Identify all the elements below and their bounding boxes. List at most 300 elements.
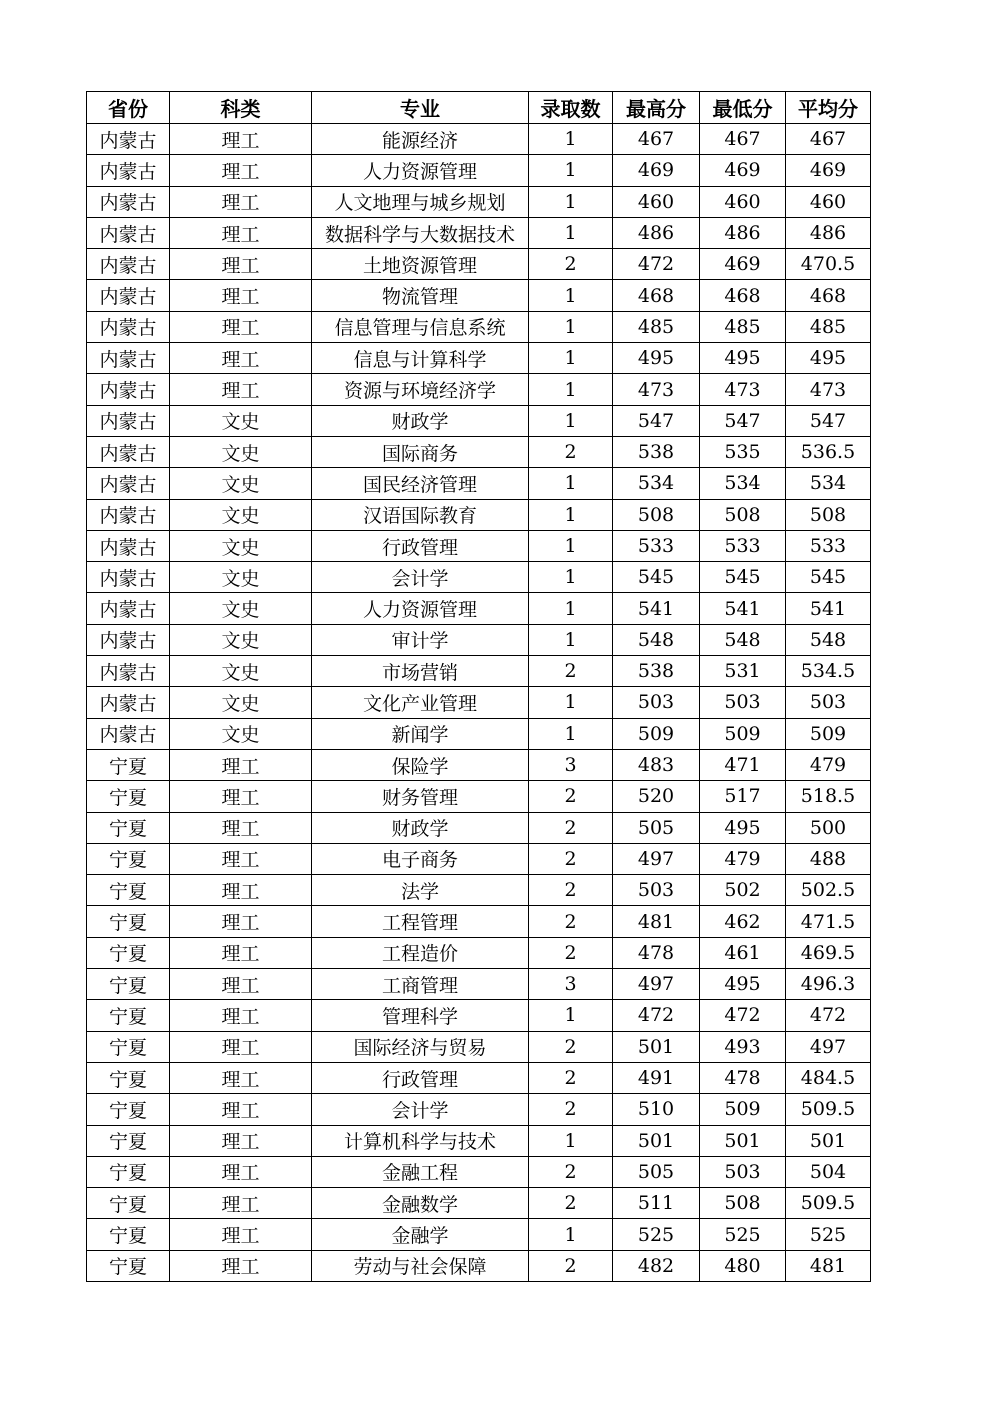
cell-avg-score: 509 [786, 718, 871, 749]
table-row [87, 436, 871, 467]
cell-min-score: 508 [700, 1188, 786, 1219]
cell-max-score: 505 [613, 1156, 700, 1187]
cell-admitted-count: 2 [529, 656, 613, 687]
cell-avg-score: 509.5 [786, 1094, 871, 1125]
cell-major: 工程管理 [312, 906, 529, 937]
cell-major: 财政学 [312, 405, 529, 436]
header-admitted-count: 录取数 [529, 92, 613, 124]
table-row [87, 843, 871, 874]
cell-province: 宁夏 [87, 937, 170, 968]
cell-min-score: 479 [700, 843, 786, 874]
cell-avg-score: 541 [786, 593, 871, 624]
cell-province: 内蒙古 [87, 499, 170, 530]
cell-admitted-count: 1 [529, 217, 613, 248]
cell-avg-score: 470.5 [786, 249, 871, 280]
cell-avg-score: 467 [786, 124, 871, 155]
cell-max-score: 460 [613, 186, 700, 217]
header-category: 科类 [170, 92, 312, 124]
cell-avg-score: 484.5 [786, 1062, 871, 1093]
cell-major: 金融数学 [312, 1188, 529, 1219]
cell-major: 人文地理与城乡规划 [312, 186, 529, 217]
cell-avg-score: 460 [786, 186, 871, 217]
cell-admitted-count: 3 [529, 749, 613, 780]
cell-min-score: 495 [700, 812, 786, 843]
cell-province: 内蒙古 [87, 562, 170, 593]
cell-province: 内蒙古 [87, 311, 170, 342]
cell-max-score: 534 [613, 468, 700, 499]
cell-min-score: 486 [700, 217, 786, 248]
cell-min-score: 525 [700, 1219, 786, 1250]
cell-category: 理工 [170, 1094, 312, 1125]
cell-avg-score: 547 [786, 405, 871, 436]
cell-admitted-count: 1 [529, 687, 613, 718]
cell-max-score: 520 [613, 781, 700, 812]
cell-category: 理工 [170, 374, 312, 405]
cell-avg-score: 508 [786, 499, 871, 530]
table-body [87, 124, 871, 1282]
cell-category: 理工 [170, 781, 312, 812]
table-row [87, 718, 871, 749]
cell-major: 国际经济与贸易 [312, 1031, 529, 1062]
cell-province: 宁夏 [87, 906, 170, 937]
cell-category: 理工 [170, 343, 312, 374]
cell-province: 内蒙古 [87, 374, 170, 405]
cell-max-score: 501 [613, 1031, 700, 1062]
cell-category: 理工 [170, 155, 312, 186]
cell-major: 会计学 [312, 562, 529, 593]
admission-scores-table [86, 91, 871, 1282]
cell-admitted-count: 1 [529, 624, 613, 655]
cell-admitted-count: 2 [529, 249, 613, 280]
cell-category: 文史 [170, 624, 312, 655]
cell-province: 内蒙古 [87, 624, 170, 655]
cell-avg-score: 502.5 [786, 875, 871, 906]
cell-category: 文史 [170, 530, 312, 561]
table-row [87, 530, 871, 561]
cell-admitted-count: 1 [529, 718, 613, 749]
cell-admitted-count: 1 [529, 499, 613, 530]
cell-major: 国民经济管理 [312, 468, 529, 499]
cell-category: 文史 [170, 405, 312, 436]
cell-avg-score: 500 [786, 812, 871, 843]
cell-category: 文史 [170, 562, 312, 593]
cell-category: 理工 [170, 843, 312, 874]
cell-max-score: 468 [613, 280, 700, 311]
table-row [87, 749, 871, 780]
cell-admitted-count: 2 [529, 781, 613, 812]
cell-province: 宁夏 [87, 1094, 170, 1125]
cell-province: 宁夏 [87, 781, 170, 812]
cell-min-score: 461 [700, 937, 786, 968]
cell-min-score: 460 [700, 186, 786, 217]
cell-province: 宁夏 [87, 1250, 170, 1281]
cell-max-score: 503 [613, 687, 700, 718]
cell-major: 信息管理与信息系统 [312, 311, 529, 342]
cell-major: 物流管理 [312, 280, 529, 311]
cell-category: 理工 [170, 749, 312, 780]
table-row [87, 468, 871, 499]
cell-category: 理工 [170, 1250, 312, 1281]
cell-min-score: 485 [700, 311, 786, 342]
cell-category: 理工 [170, 249, 312, 280]
cell-min-score: 541 [700, 593, 786, 624]
cell-province: 内蒙古 [87, 155, 170, 186]
cell-province: 内蒙古 [87, 687, 170, 718]
cell-min-score: 480 [700, 1250, 786, 1281]
cell-max-score: 525 [613, 1219, 700, 1250]
cell-major: 信息与计算科学 [312, 343, 529, 374]
cell-admitted-count: 3 [529, 969, 613, 1000]
table-row [87, 1094, 871, 1125]
cell-province: 宁夏 [87, 969, 170, 1000]
cell-province: 内蒙古 [87, 124, 170, 155]
table-row [87, 687, 871, 718]
cell-max-score: 469 [613, 155, 700, 186]
cell-province: 内蒙古 [87, 280, 170, 311]
cell-avg-score: 471.5 [786, 906, 871, 937]
cell-max-score: 533 [613, 530, 700, 561]
cell-avg-score: 534 [786, 468, 871, 499]
header-max-score: 最高分 [613, 92, 700, 124]
table-row [87, 1062, 871, 1093]
table-row [87, 1031, 871, 1062]
cell-min-score: 508 [700, 499, 786, 530]
cell-province: 内蒙古 [87, 436, 170, 467]
cell-admitted-count: 1 [529, 405, 613, 436]
cell-avg-score: 504 [786, 1156, 871, 1187]
cell-avg-score: 536.5 [786, 436, 871, 467]
cell-min-score: 469 [700, 249, 786, 280]
cell-admitted-count: 2 [529, 1094, 613, 1125]
table-row [87, 969, 871, 1000]
table-row [87, 812, 871, 843]
cell-admitted-count: 1 [529, 1219, 613, 1250]
cell-avg-score: 534.5 [786, 656, 871, 687]
cell-major: 劳动与社会保障 [312, 1250, 529, 1281]
table-row [87, 374, 871, 405]
cell-min-score: 545 [700, 562, 786, 593]
cell-admitted-count: 1 [529, 343, 613, 374]
cell-admitted-count: 2 [529, 843, 613, 874]
cell-min-score: 501 [700, 1125, 786, 1156]
cell-province: 宁夏 [87, 1188, 170, 1219]
table-row [87, 217, 871, 248]
cell-major: 保险学 [312, 749, 529, 780]
cell-max-score: 538 [613, 436, 700, 467]
cell-major: 能源经济 [312, 124, 529, 155]
cell-max-score: 505 [613, 812, 700, 843]
cell-max-score: 483 [613, 749, 700, 780]
cell-major: 人力资源管理 [312, 155, 529, 186]
cell-major: 行政管理 [312, 1062, 529, 1093]
cell-province: 宁夏 [87, 843, 170, 874]
cell-major: 金融学 [312, 1219, 529, 1250]
cell-province: 内蒙古 [87, 593, 170, 624]
cell-max-score: 547 [613, 405, 700, 436]
cell-province: 宁夏 [87, 1125, 170, 1156]
table-row [87, 1188, 871, 1219]
cell-admitted-count: 2 [529, 1250, 613, 1281]
cell-admitted-count: 2 [529, 937, 613, 968]
cell-province: 内蒙古 [87, 656, 170, 687]
cell-avg-score: 468 [786, 280, 871, 311]
cell-min-score: 468 [700, 280, 786, 311]
cell-avg-score: 509.5 [786, 1188, 871, 1219]
cell-admitted-count: 1 [529, 1000, 613, 1031]
cell-category: 理工 [170, 875, 312, 906]
cell-avg-score: 497 [786, 1031, 871, 1062]
table-row [87, 280, 871, 311]
cell-min-score: 533 [700, 530, 786, 561]
table-row [87, 562, 871, 593]
cell-max-score: 486 [613, 217, 700, 248]
cell-category: 文史 [170, 718, 312, 749]
cell-category: 文史 [170, 656, 312, 687]
cell-min-score: 472 [700, 1000, 786, 1031]
table-row [87, 1156, 871, 1187]
cell-major: 人力资源管理 [312, 593, 529, 624]
cell-major: 财务管理 [312, 781, 529, 812]
cell-category: 文史 [170, 593, 312, 624]
cell-min-score: 462 [700, 906, 786, 937]
cell-avg-score: 486 [786, 217, 871, 248]
cell-avg-score: 503 [786, 687, 871, 718]
cell-min-score: 469 [700, 155, 786, 186]
cell-max-score: 508 [613, 499, 700, 530]
cell-avg-score: 533 [786, 530, 871, 561]
cell-province: 内蒙古 [87, 217, 170, 248]
cell-major: 工程造价 [312, 937, 529, 968]
cell-min-score: 478 [700, 1062, 786, 1093]
cell-admitted-count: 1 [529, 593, 613, 624]
cell-admitted-count: 2 [529, 812, 613, 843]
cell-province: 内蒙古 [87, 249, 170, 280]
cell-major: 金融工程 [312, 1156, 529, 1187]
table-header-row [87, 92, 871, 124]
cell-province: 宁夏 [87, 1000, 170, 1031]
cell-max-score: 472 [613, 1000, 700, 1031]
cell-admitted-count: 1 [529, 1125, 613, 1156]
cell-province: 内蒙古 [87, 186, 170, 217]
table-row [87, 1000, 871, 1031]
cell-min-score: 471 [700, 749, 786, 780]
cell-category: 理工 [170, 1000, 312, 1031]
cell-min-score: 473 [700, 374, 786, 405]
table-row [87, 249, 871, 280]
cell-category: 理工 [170, 969, 312, 1000]
cell-category: 文史 [170, 468, 312, 499]
cell-major: 市场营销 [312, 656, 529, 687]
header-avg-score: 平均分 [786, 92, 871, 124]
cell-max-score: 491 [613, 1062, 700, 1093]
cell-admitted-count: 2 [529, 1062, 613, 1093]
table-row [87, 311, 871, 342]
cell-province: 内蒙古 [87, 718, 170, 749]
cell-min-score: 517 [700, 781, 786, 812]
cell-major: 会计学 [312, 1094, 529, 1125]
cell-category: 文史 [170, 499, 312, 530]
cell-max-score: 485 [613, 311, 700, 342]
cell-min-score: 502 [700, 875, 786, 906]
table-row [87, 624, 871, 655]
cell-category: 理工 [170, 217, 312, 248]
cell-admitted-count: 2 [529, 875, 613, 906]
cell-category: 理工 [170, 1219, 312, 1250]
cell-major: 行政管理 [312, 530, 529, 561]
cell-admitted-count: 2 [529, 1188, 613, 1219]
cell-province: 内蒙古 [87, 343, 170, 374]
cell-min-score: 495 [700, 969, 786, 1000]
cell-major: 新闻学 [312, 718, 529, 749]
table-row [87, 937, 871, 968]
cell-province: 内蒙古 [87, 405, 170, 436]
table-row [87, 1250, 871, 1281]
cell-max-score: 501 [613, 1125, 700, 1156]
cell-major: 资源与环境经济学 [312, 374, 529, 405]
table-row [87, 906, 871, 937]
table-row [87, 1219, 871, 1250]
cell-category: 理工 [170, 124, 312, 155]
cell-admitted-count: 2 [529, 1156, 613, 1187]
cell-max-score: 548 [613, 624, 700, 655]
header-province: 省份 [87, 92, 170, 124]
cell-avg-score: 469.5 [786, 937, 871, 968]
cell-admitted-count: 2 [529, 1031, 613, 1062]
cell-min-score: 509 [700, 718, 786, 749]
cell-min-score: 547 [700, 405, 786, 436]
cell-category: 理工 [170, 1188, 312, 1219]
cell-admitted-count: 1 [529, 124, 613, 155]
table-row [87, 155, 871, 186]
cell-category: 理工 [170, 1062, 312, 1093]
cell-max-score: 503 [613, 875, 700, 906]
cell-min-score: 503 [700, 1156, 786, 1187]
cell-major: 法学 [312, 875, 529, 906]
cell-avg-score: 496.3 [786, 969, 871, 1000]
cell-admitted-count: 1 [529, 562, 613, 593]
cell-admitted-count: 1 [529, 155, 613, 186]
cell-major: 计算机科学与技术 [312, 1125, 529, 1156]
cell-avg-score: 548 [786, 624, 871, 655]
table-row [87, 343, 871, 374]
cell-province: 宁夏 [87, 1031, 170, 1062]
cell-major: 管理科学 [312, 1000, 529, 1031]
cell-admitted-count: 1 [529, 374, 613, 405]
cell-major: 审计学 [312, 624, 529, 655]
table-row [87, 405, 871, 436]
cell-avg-score: 473 [786, 374, 871, 405]
cell-major: 工商管理 [312, 969, 529, 1000]
table-row [87, 656, 871, 687]
cell-category: 文史 [170, 436, 312, 467]
cell-admitted-count: 1 [529, 468, 613, 499]
cell-category: 理工 [170, 1156, 312, 1187]
cell-avg-score: 488 [786, 843, 871, 874]
cell-min-score: 531 [700, 656, 786, 687]
table-row [87, 781, 871, 812]
cell-province: 宁夏 [87, 1156, 170, 1187]
cell-min-score: 493 [700, 1031, 786, 1062]
cell-avg-score: 479 [786, 749, 871, 780]
cell-category: 文史 [170, 687, 312, 718]
cell-avg-score: 518.5 [786, 781, 871, 812]
cell-admitted-count: 1 [529, 311, 613, 342]
cell-max-score: 538 [613, 656, 700, 687]
cell-major: 财政学 [312, 812, 529, 843]
cell-max-score: 481 [613, 906, 700, 937]
table-row [87, 186, 871, 217]
cell-avg-score: 472 [786, 1000, 871, 1031]
cell-admitted-count: 1 [529, 530, 613, 561]
cell-max-score: 473 [613, 374, 700, 405]
cell-min-score: 535 [700, 436, 786, 467]
table-row [87, 124, 871, 155]
cell-min-score: 534 [700, 468, 786, 499]
cell-max-score: 495 [613, 343, 700, 374]
header-min-score: 最低分 [700, 92, 786, 124]
cell-province: 宁夏 [87, 812, 170, 843]
cell-avg-score: 501 [786, 1125, 871, 1156]
cell-max-score: 472 [613, 249, 700, 280]
cell-max-score: 511 [613, 1188, 700, 1219]
cell-province: 宁夏 [87, 749, 170, 780]
cell-category: 理工 [170, 937, 312, 968]
cell-max-score: 497 [613, 969, 700, 1000]
cell-min-score: 509 [700, 1094, 786, 1125]
cell-admitted-count: 2 [529, 436, 613, 467]
cell-major: 文化产业管理 [312, 687, 529, 718]
cell-category: 理工 [170, 186, 312, 217]
cell-category: 理工 [170, 280, 312, 311]
cell-category: 理工 [170, 812, 312, 843]
cell-min-score: 495 [700, 343, 786, 374]
cell-max-score: 467 [613, 124, 700, 155]
cell-max-score: 497 [613, 843, 700, 874]
cell-avg-score: 525 [786, 1219, 871, 1250]
cell-max-score: 545 [613, 562, 700, 593]
cell-max-score: 541 [613, 593, 700, 624]
cell-category: 理工 [170, 311, 312, 342]
cell-avg-score: 545 [786, 562, 871, 593]
cell-avg-score: 469 [786, 155, 871, 186]
cell-province: 内蒙古 [87, 530, 170, 561]
cell-province: 宁夏 [87, 875, 170, 906]
cell-admitted-count: 1 [529, 280, 613, 311]
table-row [87, 1125, 871, 1156]
cell-max-score: 482 [613, 1250, 700, 1281]
cell-category: 理工 [170, 906, 312, 937]
cell-min-score: 467 [700, 124, 786, 155]
cell-province: 宁夏 [87, 1062, 170, 1093]
cell-province: 内蒙古 [87, 468, 170, 499]
table-row [87, 499, 871, 530]
cell-province: 宁夏 [87, 1219, 170, 1250]
cell-major: 电子商务 [312, 843, 529, 874]
table-row [87, 875, 871, 906]
cell-major: 汉语国际教育 [312, 499, 529, 530]
cell-category: 理工 [170, 1031, 312, 1062]
cell-avg-score: 495 [786, 343, 871, 374]
cell-major: 数据科学与大数据技术 [312, 217, 529, 248]
cell-avg-score: 481 [786, 1250, 871, 1281]
table-row [87, 593, 871, 624]
cell-major: 土地资源管理 [312, 249, 529, 280]
cell-avg-score: 485 [786, 311, 871, 342]
cell-min-score: 503 [700, 687, 786, 718]
cell-category: 理工 [170, 1125, 312, 1156]
cell-min-score: 548 [700, 624, 786, 655]
cell-admitted-count: 1 [529, 186, 613, 217]
